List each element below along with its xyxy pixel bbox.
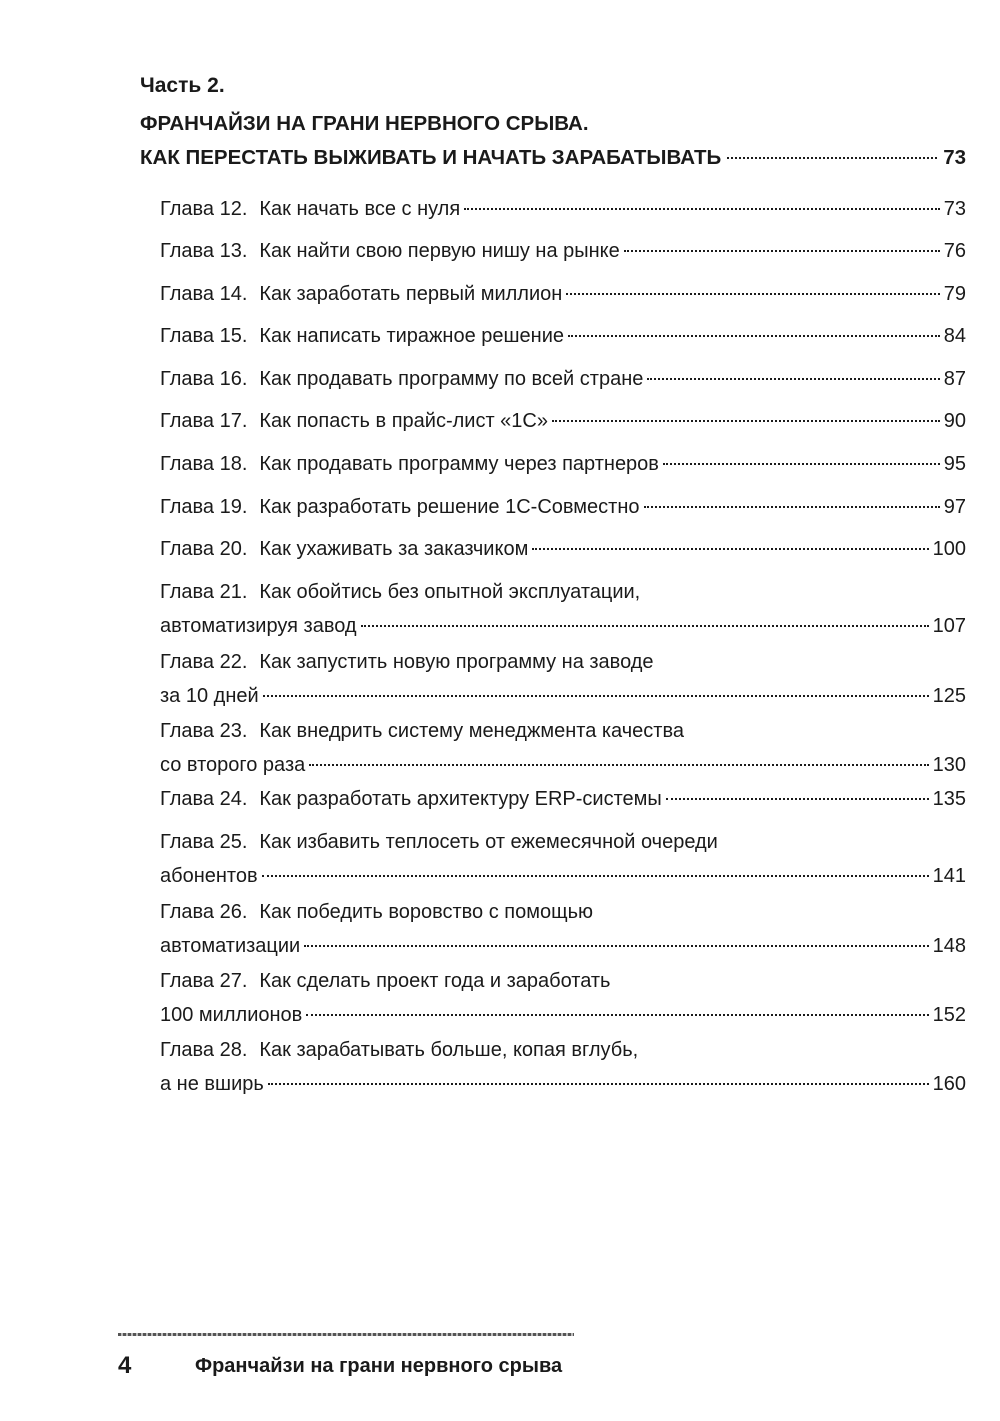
chapter-page-number: 125 <box>932 685 966 707</box>
chapter-title: со второго раза <box>160 754 306 776</box>
chapter-number: Глава 20. <box>160 538 248 560</box>
toc-entry <box>160 449 966 479</box>
dot-leader <box>727 157 937 159</box>
toc-entry <box>160 492 966 522</box>
footer-rule <box>118 1333 574 1336</box>
toc-entry <box>160 716 966 780</box>
chapter-title: за 10 дней <box>160 685 259 707</box>
chapter-number: Глава 22. <box>160 651 248 673</box>
dot-leader <box>663 463 940 465</box>
part-label: Часть 2. <box>140 74 225 97</box>
footer-page-number: 4 <box>118 1352 132 1379</box>
dot-leader <box>532 548 928 550</box>
part-page-number: 73 <box>943 146 966 169</box>
chapter-page-number: 76 <box>943 240 966 262</box>
toc-entry-line <box>160 716 966 746</box>
chapter-title: Как разработать архитектуру ERP-системы <box>259 788 662 810</box>
toc-entry <box>160 966 966 1030</box>
chapter-number: Глава 13. <box>160 240 248 262</box>
chapter-page-number: 100 <box>932 538 966 560</box>
chapter-title: Как внедрить систему менеджмента качества <box>259 720 684 742</box>
dot-leader <box>566 293 939 295</box>
chapter-title: Как заработать первый миллион <box>259 283 563 305</box>
dot-leader <box>268 1083 929 1085</box>
toc-entry <box>160 897 966 961</box>
toc-entry-line <box>160 406 966 436</box>
chapter-title: Как обойтись без опытной эксплуатации, <box>259 581 641 603</box>
dot-leader <box>644 506 940 508</box>
toc-entry-line <box>160 1069 966 1099</box>
chapter-title: а не вширь <box>160 1073 264 1095</box>
toc-entry-line <box>160 931 966 961</box>
toc-entry-line <box>160 492 966 522</box>
chapter-title: Как победить воровство с помощью <box>259 901 593 923</box>
chapter-title: Как ухаживать за заказчиком <box>259 538 529 560</box>
toc-entry-line <box>160 827 966 857</box>
toc-entry <box>160 279 966 309</box>
toc-entry-line <box>160 236 966 266</box>
footer-book-title: Франчайзи на грани нервного срыва <box>195 1355 563 1377</box>
chapter-page-number: 97 <box>943 496 966 518</box>
chapter-page-number: 130 <box>932 754 966 776</box>
toc-entry <box>160 534 966 564</box>
toc-entry <box>160 1035 966 1099</box>
chapter-number: Глава 23. <box>160 720 248 742</box>
dot-leader <box>262 875 929 877</box>
chapter-page-number: 152 <box>932 1004 966 1026</box>
toc-entry-line <box>160 681 966 711</box>
chapter-page-number: 135 <box>932 788 966 810</box>
toc-entry-line <box>160 534 966 564</box>
part-title: ФРАНЧАЙЗИ НА ГРАНИ НЕРВНОГО СРЫВА. <box>140 112 589 135</box>
toc-entry <box>160 647 966 711</box>
toc-entry-line <box>160 321 966 351</box>
part-title-line2 <box>140 146 966 170</box>
dot-leader <box>263 695 929 697</box>
chapter-title: Как разработать решение 1С-Совместно <box>259 496 640 518</box>
toc-entry-line <box>160 279 966 309</box>
toc-entry-line <box>160 449 966 479</box>
dot-leader <box>464 208 940 210</box>
toc-entry-line <box>160 364 966 394</box>
dot-leader <box>568 335 940 337</box>
toc-entry <box>160 577 966 641</box>
chapter-number: Глава 16. <box>160 368 248 390</box>
toc-entry-line <box>160 647 966 677</box>
chapter-number: Глава 18. <box>160 453 248 475</box>
chapter-title: Как начать все с нуля <box>259 198 461 220</box>
chapter-page-number: 160 <box>932 1073 966 1095</box>
chapter-number: Глава 19. <box>160 496 248 518</box>
chapter-number: Глава 28. <box>160 1039 248 1061</box>
chapter-page-number: 148 <box>932 935 966 957</box>
toc-entry <box>160 236 966 266</box>
dot-leader <box>624 250 940 252</box>
toc-entry-line <box>160 784 966 814</box>
part-subtitle: КАК ПЕРЕСТАТЬ ВЫЖИВАТЬ И НАЧАТЬ ЗАРАБАТЫВАТЬ <box>140 146 722 169</box>
chapter-number: Глава 26. <box>160 901 248 923</box>
chapter-number: Глава 12. <box>160 198 248 220</box>
chapter-title: Как попасть в прайс-лист «1С» <box>259 410 548 432</box>
chapter-page-number: 95 <box>943 453 966 475</box>
toc-entry-line <box>160 1035 966 1065</box>
dot-leader <box>666 798 929 800</box>
chapter-number: Глава 14. <box>160 283 248 305</box>
chapter-title: Как найти свою первую нишу на рынке <box>259 240 620 262</box>
dot-leader <box>647 378 939 380</box>
chapter-title: Как сделать проект года и заработать <box>259 970 611 992</box>
dot-leader <box>361 625 929 627</box>
chapter-page-number: 84 <box>943 325 966 347</box>
chapter-page-number: 87 <box>943 368 966 390</box>
toc-entry <box>160 194 966 224</box>
chapter-title: Как продавать программу по всей стране <box>259 368 644 390</box>
toc-entry <box>160 827 966 891</box>
chapter-page-number: 79 <box>943 283 966 305</box>
toc-entry <box>160 406 966 436</box>
toc-entry-line <box>160 966 966 996</box>
chapter-title: автоматизации <box>160 935 301 957</box>
chapter-number: Глава 15. <box>160 325 248 347</box>
toc-entry-line <box>160 611 966 641</box>
chapter-title: Как запустить новую программу на заводе <box>259 651 654 673</box>
chapter-page-number: 90 <box>943 410 966 432</box>
dot-leader <box>309 764 928 766</box>
toc-entry <box>160 364 966 394</box>
chapter-title: абонентов <box>160 865 258 887</box>
toc-entry <box>160 784 966 814</box>
toc-entry-line <box>160 897 966 927</box>
dot-leader <box>552 420 940 422</box>
dot-leader <box>304 945 928 947</box>
toc-entry-line <box>160 1000 966 1030</box>
chapter-number: Глава 27. <box>160 970 248 992</box>
chapter-page-number: 141 <box>932 865 966 887</box>
chapter-title: 100 миллионов <box>160 1004 303 1026</box>
chapter-title: Как избавить теплосеть от ежемесячной очереди <box>259 831 718 853</box>
toc-entry-line <box>160 577 966 607</box>
chapter-title: Как написать тиражное решение <box>259 325 565 347</box>
chapter-page-number: 73 <box>943 198 966 220</box>
toc-entry-line <box>160 861 966 891</box>
chapter-number: Глава 25. <box>160 831 248 853</box>
toc-entry-line <box>160 750 966 780</box>
chapter-number: Глава 24. <box>160 788 248 810</box>
chapter-number: Глава 17. <box>160 410 248 432</box>
chapter-number: Глава 21. <box>160 581 248 603</box>
chapter-title: Как продавать программу через партнеров <box>259 453 659 475</box>
chapter-title: автоматизируя завод <box>160 615 357 637</box>
dot-leader <box>306 1014 928 1016</box>
chapter-page-number: 107 <box>932 615 966 637</box>
chapter-title: Как зарабатывать больше, копая вглубь, <box>259 1039 639 1061</box>
toc-entry-line <box>160 194 966 224</box>
toc-entry <box>160 321 966 351</box>
